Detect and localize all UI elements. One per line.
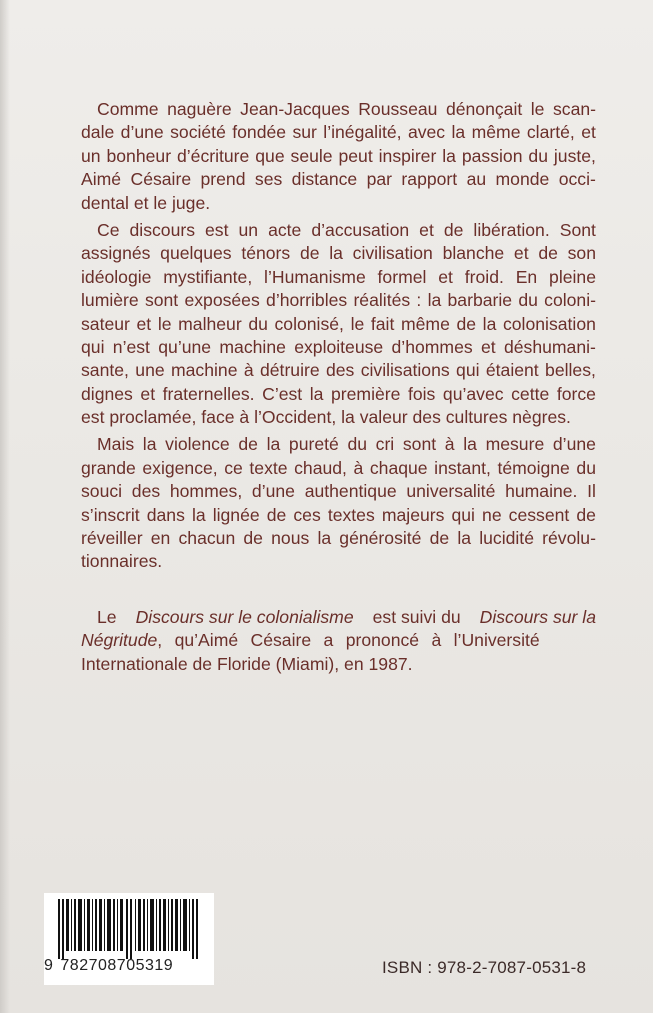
text-line	[81, 433, 596, 456]
barcode-digits	[44, 957, 214, 975]
word: la	[482, 313, 497, 334]
barcode-bars	[58, 899, 202, 959]
word: naguère	[167, 99, 232, 119]
word: texte	[249, 457, 288, 478]
word: du	[347, 434, 368, 455]
word: qu’avec	[442, 383, 504, 404]
word: quelques	[160, 243, 232, 264]
word: et	[136, 313, 152, 334]
word: le	[350, 313, 365, 334]
word: un	[238, 219, 259, 240]
word: Césaire	[130, 169, 192, 190]
word: s’inscrit	[81, 504, 140, 525]
word: qui	[456, 360, 480, 381]
word: d’une	[552, 434, 596, 455]
word: n’est	[112, 336, 150, 357]
word: exigence,	[142, 457, 218, 478]
word: fait	[370, 313, 395, 334]
text-line	[81, 480, 596, 503]
word: monde	[495, 169, 550, 190]
word: fondée	[232, 122, 287, 143]
word: ténors	[241, 243, 291, 264]
word: du	[576, 457, 596, 478]
barcode-first-digit: 9	[44, 957, 54, 974]
word: Aimé	[81, 169, 122, 190]
word: à	[243, 360, 254, 381]
word: sont	[402, 434, 437, 455]
word: sante,	[81, 360, 129, 381]
word: de	[299, 243, 320, 264]
word: ses	[254, 169, 283, 190]
word: la	[427, 290, 442, 311]
word: de	[443, 219, 464, 240]
word: des	[325, 360, 355, 381]
word: mesure	[485, 434, 545, 455]
word: authentique	[304, 481, 397, 502]
word: du	[528, 145, 548, 166]
word: ne	[482, 504, 502, 525]
text-run: est suivi du	[367, 606, 466, 627]
word: lucidité	[479, 528, 534, 549]
word: belles,	[545, 360, 596, 381]
word: au	[466, 169, 487, 190]
word: d’horribles	[266, 290, 348, 311]
word: ces	[293, 504, 321, 525]
word: Rousseau	[358, 99, 438, 119]
word: lumière	[81, 290, 139, 311]
text-line: est proclamée, face à l’Occident, la valeur des cultures nègres.	[81, 407, 571, 428]
word: même	[400, 313, 450, 334]
word: En	[515, 266, 538, 287]
word: universalité	[406, 481, 496, 502]
word: réveiller	[81, 528, 143, 549]
word: l’inégalité,	[323, 122, 402, 143]
word: d’une	[120, 122, 164, 143]
blurb-text	[81, 98, 596, 676]
word: inspirer	[378, 145, 437, 166]
text-line	[81, 504, 596, 527]
word: civilisations	[360, 360, 450, 381]
word: :	[416, 290, 422, 311]
word: Ce	[97, 219, 120, 240]
word: bonheur	[106, 145, 172, 166]
word: la	[451, 122, 466, 143]
word: majeurs	[381, 504, 445, 525]
word: cette	[511, 383, 550, 404]
word: la	[463, 434, 477, 455]
word: Il	[587, 481, 596, 502]
isbn-label: ISBN : 978-2-7087-0531-8	[382, 958, 587, 977]
word: est	[205, 219, 229, 240]
word: Sont	[559, 219, 596, 240]
word: mystifiante,	[163, 266, 253, 287]
word: de	[266, 504, 287, 525]
text-line	[81, 219, 596, 242]
word: une	[135, 360, 165, 381]
word: la	[442, 145, 456, 166]
word: rapport	[401, 169, 458, 190]
text-line	[81, 121, 596, 144]
text-line	[81, 527, 596, 550]
word: et	[480, 336, 496, 357]
word: barbarie	[447, 290, 513, 311]
word: occi-	[558, 169, 596, 190]
word: la	[191, 504, 206, 525]
word: instant,	[434, 457, 491, 478]
word: avec	[407, 122, 446, 143]
word: assignés	[81, 243, 151, 264]
word: C’est	[262, 383, 303, 404]
text-line	[81, 313, 596, 336]
text-line: Internationale de Floride (Miami), en 1987.	[81, 653, 413, 674]
word: le	[157, 313, 172, 334]
word: malheur	[178, 313, 242, 334]
book-title-italic: Négritude	[81, 630, 158, 651]
text-line	[81, 242, 596, 265]
word: civilisation	[352, 243, 433, 264]
word: textes	[327, 504, 375, 525]
word: idéologie	[81, 266, 152, 287]
paragraph-2	[81, 219, 596, 430]
text-line	[81, 359, 596, 382]
word: pleine	[549, 266, 596, 287]
word: et	[438, 266, 453, 287]
text-line: dental et le juge.	[81, 192, 211, 213]
word: générosité	[339, 528, 422, 549]
paragraph-1	[81, 98, 596, 215]
text-line	[81, 457, 596, 480]
paragraph-4	[81, 606, 596, 676]
word: chaque	[369, 457, 428, 478]
word: détruire	[259, 360, 320, 381]
word: clarté,	[526, 122, 575, 143]
word: hommes,	[169, 481, 243, 502]
word: dignes	[81, 383, 133, 404]
word: des	[131, 481, 161, 502]
book-title-italic: Discours sur le colonialisme	[135, 606, 354, 627]
word: colonisé,	[274, 313, 344, 334]
word: exposées	[184, 290, 260, 311]
word: de	[576, 504, 596, 525]
word: Mais	[97, 434, 135, 455]
text-line	[81, 629, 596, 652]
word: du	[518, 290, 538, 311]
word: souci	[81, 481, 123, 502]
word: à	[444, 434, 455, 455]
text-line	[81, 98, 596, 121]
text-line	[81, 266, 596, 289]
word: froid.	[464, 266, 504, 287]
text-line	[81, 168, 596, 191]
word: déshumani-	[503, 336, 596, 357]
word: le	[530, 99, 545, 119]
word: machine	[219, 336, 286, 357]
word: de	[243, 528, 263, 549]
word: et	[140, 383, 156, 404]
word: d’hommes	[391, 336, 473, 357]
word: force	[556, 383, 596, 404]
word: la	[142, 434, 157, 455]
word: chacun	[178, 528, 236, 549]
word: coloni-	[544, 290, 596, 311]
word: Comme	[97, 99, 159, 119]
text-line	[81, 336, 596, 359]
word: la	[457, 528, 472, 549]
word: seule	[290, 145, 333, 166]
word: étaient	[485, 360, 539, 381]
word: d’écriture	[176, 145, 250, 166]
text-line	[81, 383, 596, 406]
word: colonisation	[502, 313, 596, 334]
word: fraternelles.	[162, 383, 255, 404]
word: société	[170, 122, 226, 143]
word: sur	[292, 122, 317, 143]
word: première	[331, 383, 401, 404]
text-line	[81, 289, 596, 312]
word: d’accusation	[311, 219, 410, 240]
paragraph-3	[81, 433, 596, 573]
word: à	[353, 457, 364, 478]
word: de	[456, 313, 477, 334]
word: d’une	[251, 481, 295, 502]
word: sont	[144, 290, 179, 311]
word: humaine.	[505, 481, 578, 502]
word: nous	[271, 528, 310, 549]
word: un	[81, 145, 101, 166]
word: scan-	[552, 99, 596, 119]
word: qui	[81, 336, 105, 357]
word: la	[317, 528, 332, 549]
book-title-italic: Discours sur la	[479, 606, 596, 627]
word: violence	[165, 434, 230, 455]
word: témoigne	[497, 457, 570, 478]
word: même	[471, 122, 521, 143]
word: de	[429, 528, 450, 549]
word: cessent	[508, 504, 570, 525]
word: machine	[170, 360, 238, 381]
word: cri	[375, 434, 395, 455]
word: libération.	[473, 219, 550, 240]
word: et	[581, 122, 596, 143]
word: distance	[291, 169, 358, 190]
word: acte	[268, 219, 302, 240]
word: l’Humanisme	[264, 266, 366, 287]
word: en	[150, 528, 171, 549]
word: du	[248, 313, 268, 334]
word: par	[366, 169, 393, 190]
word: grande	[81, 457, 136, 478]
word: peut	[338, 145, 373, 166]
word: dans	[146, 504, 185, 525]
text-run: , qu’Aimé Césaire a prononcé à l’Université	[157, 630, 540, 651]
text-line	[81, 606, 596, 629]
word: discours	[129, 219, 196, 240]
word: de	[238, 434, 258, 455]
word: fois	[407, 383, 436, 404]
word: et	[419, 219, 434, 240]
word: la	[309, 383, 324, 404]
word: prend	[200, 169, 246, 190]
word: juste,	[553, 145, 596, 166]
word: sateur	[81, 313, 130, 334]
word: qui	[451, 504, 475, 525]
word: Jean-Jacques	[240, 99, 350, 119]
word: la	[329, 243, 343, 264]
word: lignée	[212, 504, 260, 525]
word: exploiteuse	[294, 336, 384, 357]
text-run: Le	[97, 606, 122, 627]
word: réalités	[353, 290, 411, 311]
word: formel	[377, 266, 427, 287]
word: qu’une	[158, 336, 212, 357]
barcode	[44, 893, 214, 985]
text-line: tionnaires.	[81, 551, 163, 572]
text-line	[81, 145, 596, 168]
word: pureté	[288, 434, 339, 455]
barcode-number: 782708705319	[60, 957, 174, 974]
word: de	[538, 243, 558, 264]
word: la	[266, 434, 281, 455]
word: ce	[224, 457, 243, 478]
word: dale	[81, 122, 115, 143]
word: et	[513, 243, 529, 264]
word: dénonçait	[445, 99, 523, 119]
word: révolu-	[542, 528, 596, 549]
word: passion	[461, 145, 523, 166]
word: que	[255, 145, 285, 166]
word: son	[567, 243, 596, 264]
word: chaud,	[294, 457, 347, 478]
word: blanche	[442, 243, 505, 264]
